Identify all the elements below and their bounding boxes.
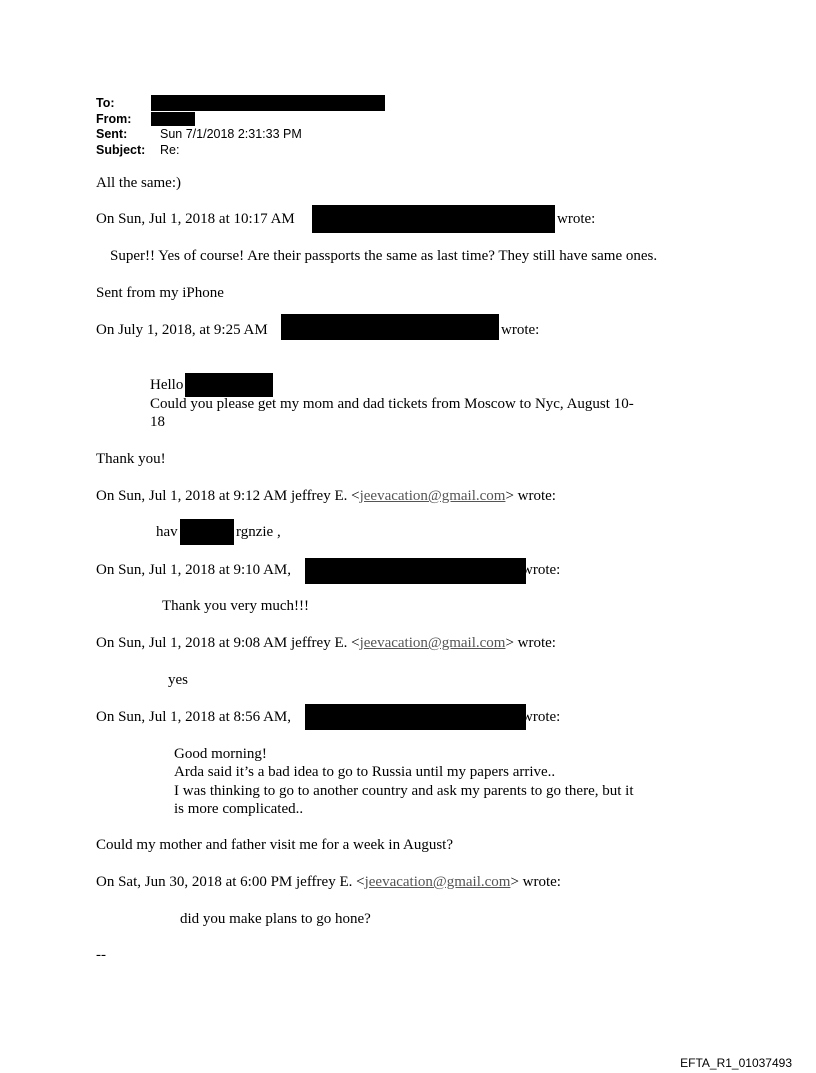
subject-label: Subject: <box>96 142 146 157</box>
redaction-to <box>151 95 385 111</box>
quote2-header: On July 1, 2018, at 9:25 AM <box>96 322 268 338</box>
quote6-line4: is more complicated.. <box>174 801 304 817</box>
subject-value: Re: <box>160 142 180 157</box>
redaction-quote4-sender <box>305 558 526 584</box>
quote4-text: Thank you very much!!! <box>162 598 310 614</box>
sent-row <box>96 127 302 143</box>
quote2-line2: 18 <box>150 414 165 430</box>
quote5-header <box>96 634 556 652</box>
quote6-wrote: wrote: <box>522 709 561 725</box>
redaction-quote1-sender <box>312 205 555 233</box>
sent-label: Sent: <box>96 127 128 141</box>
quote3-header-pre: On Sun, Jul 1, 2018 at 9:12 AM jeffrey E. < <box>96 488 360 504</box>
redaction-quote2-name <box>185 373 273 397</box>
quote3-header <box>96 487 556 505</box>
quote5-email-link[interactable]: jeevacation@gmail.com <box>359 635 506 651</box>
from-row <box>96 112 302 128</box>
quote6-line1: Good morning! <box>174 746 267 762</box>
reply-text: All the same:) <box>96 175 181 191</box>
quote6-line2: Arda said it’s a bad idea to go to Russia until my papers arrive.. <box>174 764 556 780</box>
redaction-quote2-sender <box>281 314 499 340</box>
question-line: Could my mother and father visit me for a week in August? <box>96 837 454 853</box>
quote2-wrote: wrote: <box>501 322 540 338</box>
quote3-text-post: rgnzie , <box>236 524 281 540</box>
quote5-text: yes <box>168 672 188 688</box>
sent-value: Sun 7/1/2018 2:31:33 PM <box>160 127 302 141</box>
quote2-line1: Could you please get my mom and dad tickets from Moscow to Nyc, August 10- <box>150 396 634 412</box>
redaction-from <box>151 112 195 126</box>
quote7-header <box>96 873 561 891</box>
quote4-header: On Sun, Jul 1, 2018 at 9:10 AM, <box>96 562 292 578</box>
redaction-quote6-sender <box>305 704 526 730</box>
redaction-quote3-word <box>180 519 234 545</box>
quote7-email-link[interactable]: jeevacation@gmail.com <box>364 874 511 890</box>
quote7-header-post: > wrote: <box>510 874 561 890</box>
quote5-header-post: > wrote: <box>505 635 556 651</box>
quote5-header-pre: On Sun, Jul 1, 2018 at 9:08 AM jeffrey E. < <box>96 635 360 651</box>
thank-you-line: Thank you! <box>96 451 166 467</box>
quote7-header-pre: On Sat, Jun 30, 2018 at 6:00 PM jeffrey E. < <box>96 874 365 890</box>
quote6-line3: I was thinking to go to another country and ask my parents to go there, but it <box>174 783 634 799</box>
from-label: From: <box>96 111 132 126</box>
to-label: To: <box>96 96 115 110</box>
subject-row <box>96 143 302 159</box>
quote6-header: On Sun, Jul 1, 2018 at 8:56 AM, <box>96 709 292 725</box>
quote1-text: Super!! Yes of course! Are their passports the same as last time? They still have same ones. <box>110 248 658 264</box>
quote4-wrote: wrote: <box>522 562 561 578</box>
quote3-text-pre: hav <box>156 524 178 540</box>
quote3-email-link[interactable]: jeevacation@gmail.com <box>359 488 506 504</box>
quote3-header-post: > wrote: <box>505 488 556 504</box>
quote1-header: On Sun, Jul 1, 2018 at 10:17 AM <box>96 211 295 227</box>
quote1-wrote: wrote: <box>557 211 596 227</box>
sent-from-line: Sent from my iPhone <box>96 285 224 301</box>
signature-separator: -- <box>96 947 106 963</box>
quote7-text: did you make plans to go hone? <box>180 911 371 927</box>
quote2-hello: Hello <box>150 377 184 393</box>
document-id: EFTA_R1_01037493 <box>680 1056 792 1070</box>
